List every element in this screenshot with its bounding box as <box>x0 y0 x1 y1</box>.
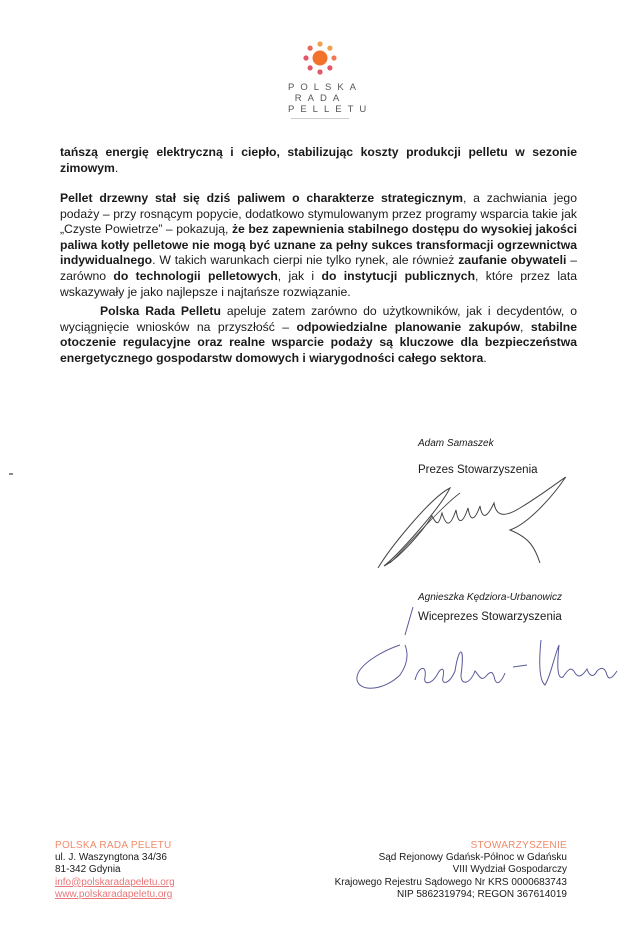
footer-court: Sąd Rejonowy Gdańsk-Północ w Gdańsku <box>378 852 567 864</box>
organization-logo <box>288 38 373 119</box>
footer-nip-regon: NIP 5862319794; REGON 367614019 <box>397 888 567 900</box>
signature-2-icon <box>345 605 625 700</box>
body-text-segment: , które przez lata wskazywały je jako najlepsze i najtańsze rozwiązanie. <box>60 268 577 299</box>
paragraph-1 <box>60 145 577 176</box>
footer-association-heading: STOWARZYSZENIE <box>470 840 567 851</box>
footer-address-city: 81-342 Gdynia <box>55 864 121 876</box>
emphasized-text: stabilne otoczenie regulacyjne oraz realne wsparcie podaży są kluczowe dla bezpieczeństwa energetycznego gospodarstw domowych i wiarygodności całego sektora <box>60 319 577 365</box>
footer-email-link[interactable]: info@polskaradapeletu.org <box>55 876 175 888</box>
paragraph-3 <box>60 304 577 366</box>
emphasized-text: że bez zapewnienia stabilnego dostępu do wysokiej jakości paliwa kotły pelletowe nie mogą być uznane za pełny sukces transformacji ogrzewnictwa indywidualnego <box>60 222 577 268</box>
paragraph-text <box>60 145 577 176</box>
footer-org-name: POLSKA RADA PELETU <box>55 840 172 851</box>
footer-address-street: ul. J. Waszyngtona 34/36 <box>55 852 167 864</box>
footer-registration <box>335 840 567 901</box>
paragraph-text <box>60 191 577 300</box>
signatory-1-name: Adam Samaszek <box>418 438 494 449</box>
logo-line-2: RADA <box>294 93 346 104</box>
emphasized-text: Polska Rada Pelletu <box>100 304 221 318</box>
logo-line-3: PELLETU <box>288 104 373 115</box>
body-text-segment: , a zachwiania jego podaży – przy rosnącym popycie, dodatkowo stymulowanym przez programy wsparcia takie jak „Czyste Powietrze” – pokazują, <box>60 191 577 237</box>
signatory-2-role: Wiceprezes Stowarzyszenia <box>418 611 562 623</box>
footer-website-link[interactable]: www.polskaradapeletu.org <box>55 888 173 900</box>
logo-text <box>288 82 373 115</box>
signatory-1-role: Prezes Stowarzyszenia <box>418 464 538 476</box>
paragraph-2 <box>60 191 577 300</box>
body-text-segment: , <box>520 319 531 334</box>
body-text-segment: apeluje zatem zarówno do użytkowników, jak i decydentów, o wyciągnięcie wniosków na przyszłość – <box>60 304 577 334</box>
logo-divider <box>291 118 349 119</box>
emphasized-text: do technologii pelletowych <box>113 268 278 283</box>
signature-1-icon <box>370 468 580 578</box>
footer-krs: Krajowego Rejestru Sądowego Nr KRS 0000683743 <box>334 876 567 888</box>
body-text-segment: . <box>483 350 487 365</box>
body-text-segment: . <box>114 160 119 175</box>
signatory-2-name: Agnieszka Kędziora-Urbanowicz <box>418 592 562 603</box>
paragraph-text <box>60 304 577 366</box>
footer-department: VIII Wydział Gospodarczy <box>452 864 567 876</box>
logo-line-1: POLSKA <box>288 82 363 93</box>
sun-logo-icon <box>300 38 340 78</box>
emphasized-text: Pellet drzewny stał się dziś paliwem o charakterze strategicznym <box>60 191 463 205</box>
body-text-segment: , jak i <box>277 268 322 283</box>
emphasized-text: tańszą energię elektryczną i ciepło, stabilizując koszty produkcji pelletu w sezonie zimowym <box>60 145 577 175</box>
body-text-segment: . W takich warunkach cierpi nie tylko rynek, ale również <box>152 253 459 268</box>
scan-artifact <box>9 473 13 475</box>
footer-contact <box>55 840 175 901</box>
body-text-segment: – zarówno <box>60 253 577 283</box>
emphasized-text: odpowiedzialne planowanie zakupów <box>296 319 521 334</box>
emphasized-text: do instytucji publicznych <box>321 268 476 283</box>
emphasized-text: zaufanie obywateli <box>458 253 567 268</box>
